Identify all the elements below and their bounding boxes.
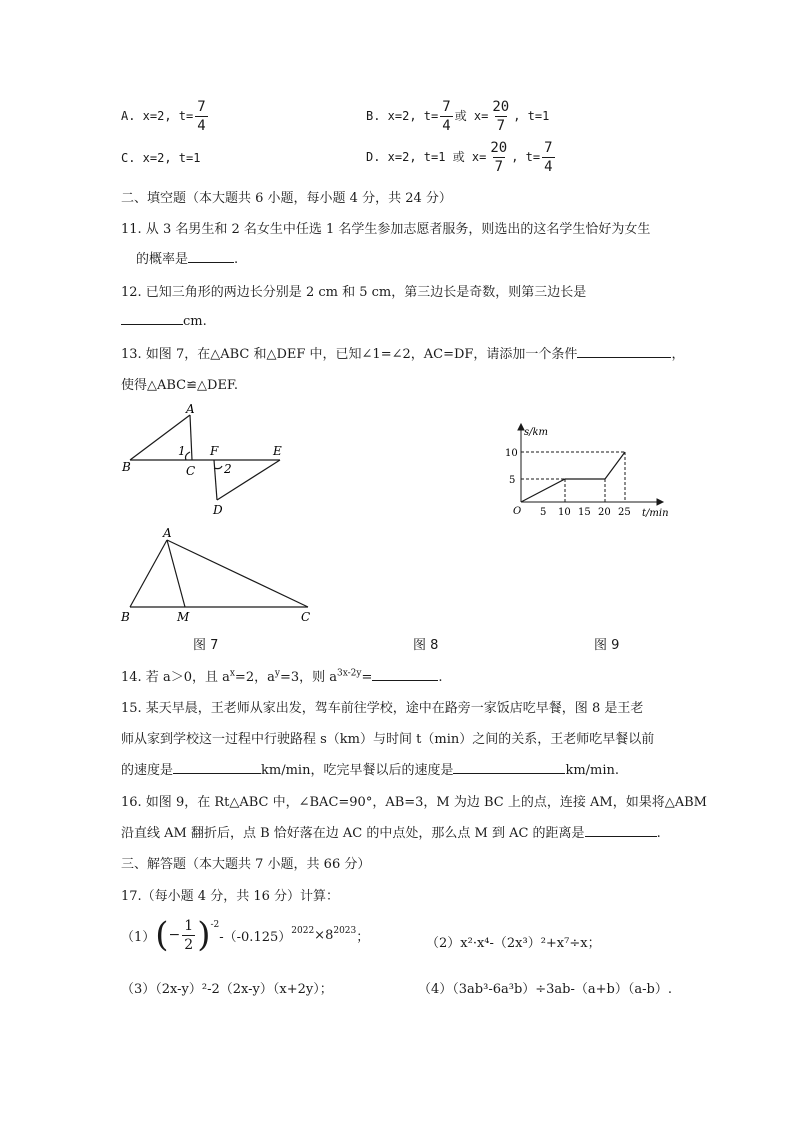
choice-c-text: C. x=2, t=1 — [121, 151, 201, 165]
exponent: y — [274, 668, 280, 679]
question-14 — [121, 666, 443, 685]
question-12-line-1: 12. 已知三角形的两边长分别是 2 cm 和 5 cm，第三边长是奇数，则第三边长是 — [121, 285, 587, 300]
graph-polyline — [521, 452, 625, 502]
x-tick-label: 5 — [540, 507, 547, 518]
fraction-numerator: 7 — [544, 140, 553, 156]
question-11-text: 的概率是 — [136, 252, 189, 267]
fraction-denominator: 4 — [197, 118, 206, 134]
x-tick-label: 20 — [598, 507, 611, 518]
fraction-numerator: 7 — [197, 99, 206, 115]
label-c: C — [186, 464, 196, 478]
choice-d-text: D. x=2, t=1 或 x= — [366, 150, 487, 164]
y-tick-label: 10 — [505, 448, 518, 459]
fraction-denominator: 4 — [544, 159, 553, 175]
question-17-part-4: （4）（3ab³-6a³b）÷3ab-（a+b）（a-b）. — [418, 982, 672, 997]
answer-blank[interactable] — [188, 250, 234, 263]
question-17-part-2: （2）x²·x⁴-（2x³）²+x⁷÷x； — [426, 936, 601, 951]
part-1-text: -（-0.125） — [219, 929, 292, 945]
y-tick-label: 5 — [509, 475, 516, 486]
fraction-denominator: 2 — [184, 936, 194, 953]
label-c: C — [301, 610, 311, 624]
answer-blank[interactable] — [453, 761, 565, 774]
question-13-line-2: 使得△ABC≌△DEF. — [121, 378, 239, 393]
x-tick-label: 15 — [578, 507, 591, 518]
section-2-title: 二、填空题（本大题共 6 小题，每小题 4 分，共 24 分） — [121, 191, 452, 206]
x-tick-label: 10 — [558, 507, 571, 518]
choice-a-text: A. x=2, t= — [121, 109, 194, 123]
question-16-end: . — [656, 826, 661, 841]
part-label: （1） — [121, 929, 156, 945]
question-14-text: =3，则 a — [279, 670, 337, 685]
question-11-end: . — [234, 252, 239, 267]
fraction-denominator: 7 — [496, 118, 506, 134]
y-axis-label: s/km — [524, 427, 549, 438]
question-17-part-1 — [121, 915, 370, 955]
answer-blank[interactable] — [173, 761, 261, 774]
question-13-text: 13. 如图 7，在△ABC 和△DEF 中，已知∠1=∠2，AC=DF，请添加一个条件 — [121, 347, 578, 362]
label-b: B — [122, 460, 131, 474]
right-paren: ) — [197, 915, 211, 955]
question-15-text: km/min，吃完早餐以后的速度是 — [261, 763, 454, 778]
question-17-title: 17.（每小题 4 分，共 16 分）计算： — [121, 889, 340, 904]
segment-ab — [130, 540, 167, 607]
exponent: 2023 — [333, 926, 357, 936]
segment-ac — [190, 415, 192, 460]
choice-b-text: B. x=2, t= — [366, 109, 439, 123]
question-11-line-2 — [136, 248, 238, 267]
question-16-text: 沿直线 AM 翻折后，点 B 恰好落在边 AC 的中点处，那么点 M 到 AC 的距离是 — [121, 826, 585, 841]
choice-c — [121, 151, 200, 165]
caption-figure-7: 图 7 — [193, 638, 219, 653]
caption-figure-9: 图 9 — [594, 638, 620, 653]
segment-am — [167, 540, 185, 607]
question-16-line-2 — [121, 822, 661, 841]
question-15-line-2: 师从家到学校这一过程中行驶路程 s（km）与时间 t（min）之间的关系，王老师吃早餐以前 — [121, 732, 655, 747]
part-1-text: ×8 — [314, 927, 334, 943]
fraction-denominator: 7 — [494, 159, 504, 175]
question-13-line-1 — [121, 343, 684, 362]
answer-blank[interactable] — [372, 668, 438, 681]
fraction-half — [182, 919, 195, 952]
choice-b-tail: , t=1 — [513, 109, 550, 123]
segment-fd — [214, 460, 217, 500]
segment-ac — [167, 540, 308, 607]
choice-b-fraction-2 — [490, 100, 511, 133]
choice-d-fraction-1 — [488, 141, 509, 174]
question-16-line-1: 16. 如图 9，在 Rt△ABC 中，∠BAC=90°，AB=3，M 为边 BC 上的点，连接 AM，如果将△ABM — [121, 795, 707, 810]
x-axis-label: t/min — [642, 508, 669, 519]
label-f: F — [210, 444, 219, 458]
choice-d — [366, 141, 557, 174]
question-14-text: = — [361, 670, 373, 685]
choice-d-fraction-2 — [542, 141, 554, 174]
label-a: A — [186, 402, 195, 416]
figure-8-graph — [505, 422, 675, 522]
x-tick-label: 25 — [618, 507, 631, 518]
section-3-title: 三、解答题（本大题共 7 小题，共 66 分） — [121, 857, 371, 872]
choice-b — [366, 100, 549, 133]
exponent: x — [229, 668, 235, 679]
figure-7 — [110, 400, 310, 520]
choice-d-mid: , t= — [511, 150, 541, 164]
question-14-text: 14. 若 a＞0，且 a — [121, 670, 230, 685]
fraction-numerator: 7 — [442, 99, 451, 115]
choice-b-or: 或 x= — [454, 109, 489, 123]
choice-a — [121, 100, 210, 133]
question-14-text: =2，a — [234, 670, 275, 685]
origin-label: O — [513, 506, 522, 517]
question-12-line-2 — [121, 312, 207, 329]
fraction-denominator: 4 — [442, 118, 451, 134]
exponent: 3x-2y — [336, 668, 362, 679]
answer-blank[interactable] — [585, 824, 657, 837]
question-12-end: cm. — [183, 314, 207, 329]
question-14-end: . — [438, 670, 443, 685]
question-17-part-3: （3）（2x-y）²-2（2x-y）（x+2y）； — [121, 982, 333, 997]
label-angle-2: 2 — [224, 462, 232, 476]
question-15-line-3 — [121, 759, 619, 778]
minus-sign: − — [168, 927, 181, 943]
exponent: 2022 — [291, 926, 315, 936]
fraction-numerator: 1 — [184, 917, 194, 934]
exponent: -2 — [210, 920, 220, 930]
answer-blank[interactable] — [121, 312, 183, 325]
left-paren: ( — [155, 915, 169, 955]
fraction-numerator: 20 — [490, 140, 508, 156]
question-15-line-1: 15. 某天早晨，王老师从家出发，驾车前往学校，途中在路旁一家饭店吃早餐，图 8 是王老 — [121, 701, 644, 716]
fraction-numerator: 20 — [492, 99, 510, 115]
part-1-end: ； — [356, 929, 370, 945]
angle-1-arc — [186, 452, 191, 460]
question-15-end: km/min. — [565, 763, 620, 778]
answer-blank[interactable] — [577, 345, 671, 358]
label-d: D — [213, 503, 223, 517]
label-b: B — [121, 610, 130, 624]
label-m: M — [177, 610, 190, 624]
figure-9 — [115, 525, 325, 630]
angle-2-arc — [214, 466, 222, 469]
question-13-comma: ， — [671, 347, 685, 362]
question-15-text: 的速度是 — [121, 763, 174, 778]
caption-figure-8: 图 8 — [413, 638, 439, 653]
label-angle-1: 1 — [178, 444, 186, 458]
x-axis-arrow — [657, 499, 663, 505]
question-11-line-1: 11. 从 3 名男生和 2 名女生中任选 1 名学生参加志愿者服务，则选出的这名学生恰好为女生 — [121, 222, 651, 237]
choice-b-fraction-1 — [440, 100, 452, 133]
label-a: A — [163, 526, 172, 540]
label-e: E — [273, 444, 282, 458]
choice-a-fraction — [195, 100, 207, 133]
